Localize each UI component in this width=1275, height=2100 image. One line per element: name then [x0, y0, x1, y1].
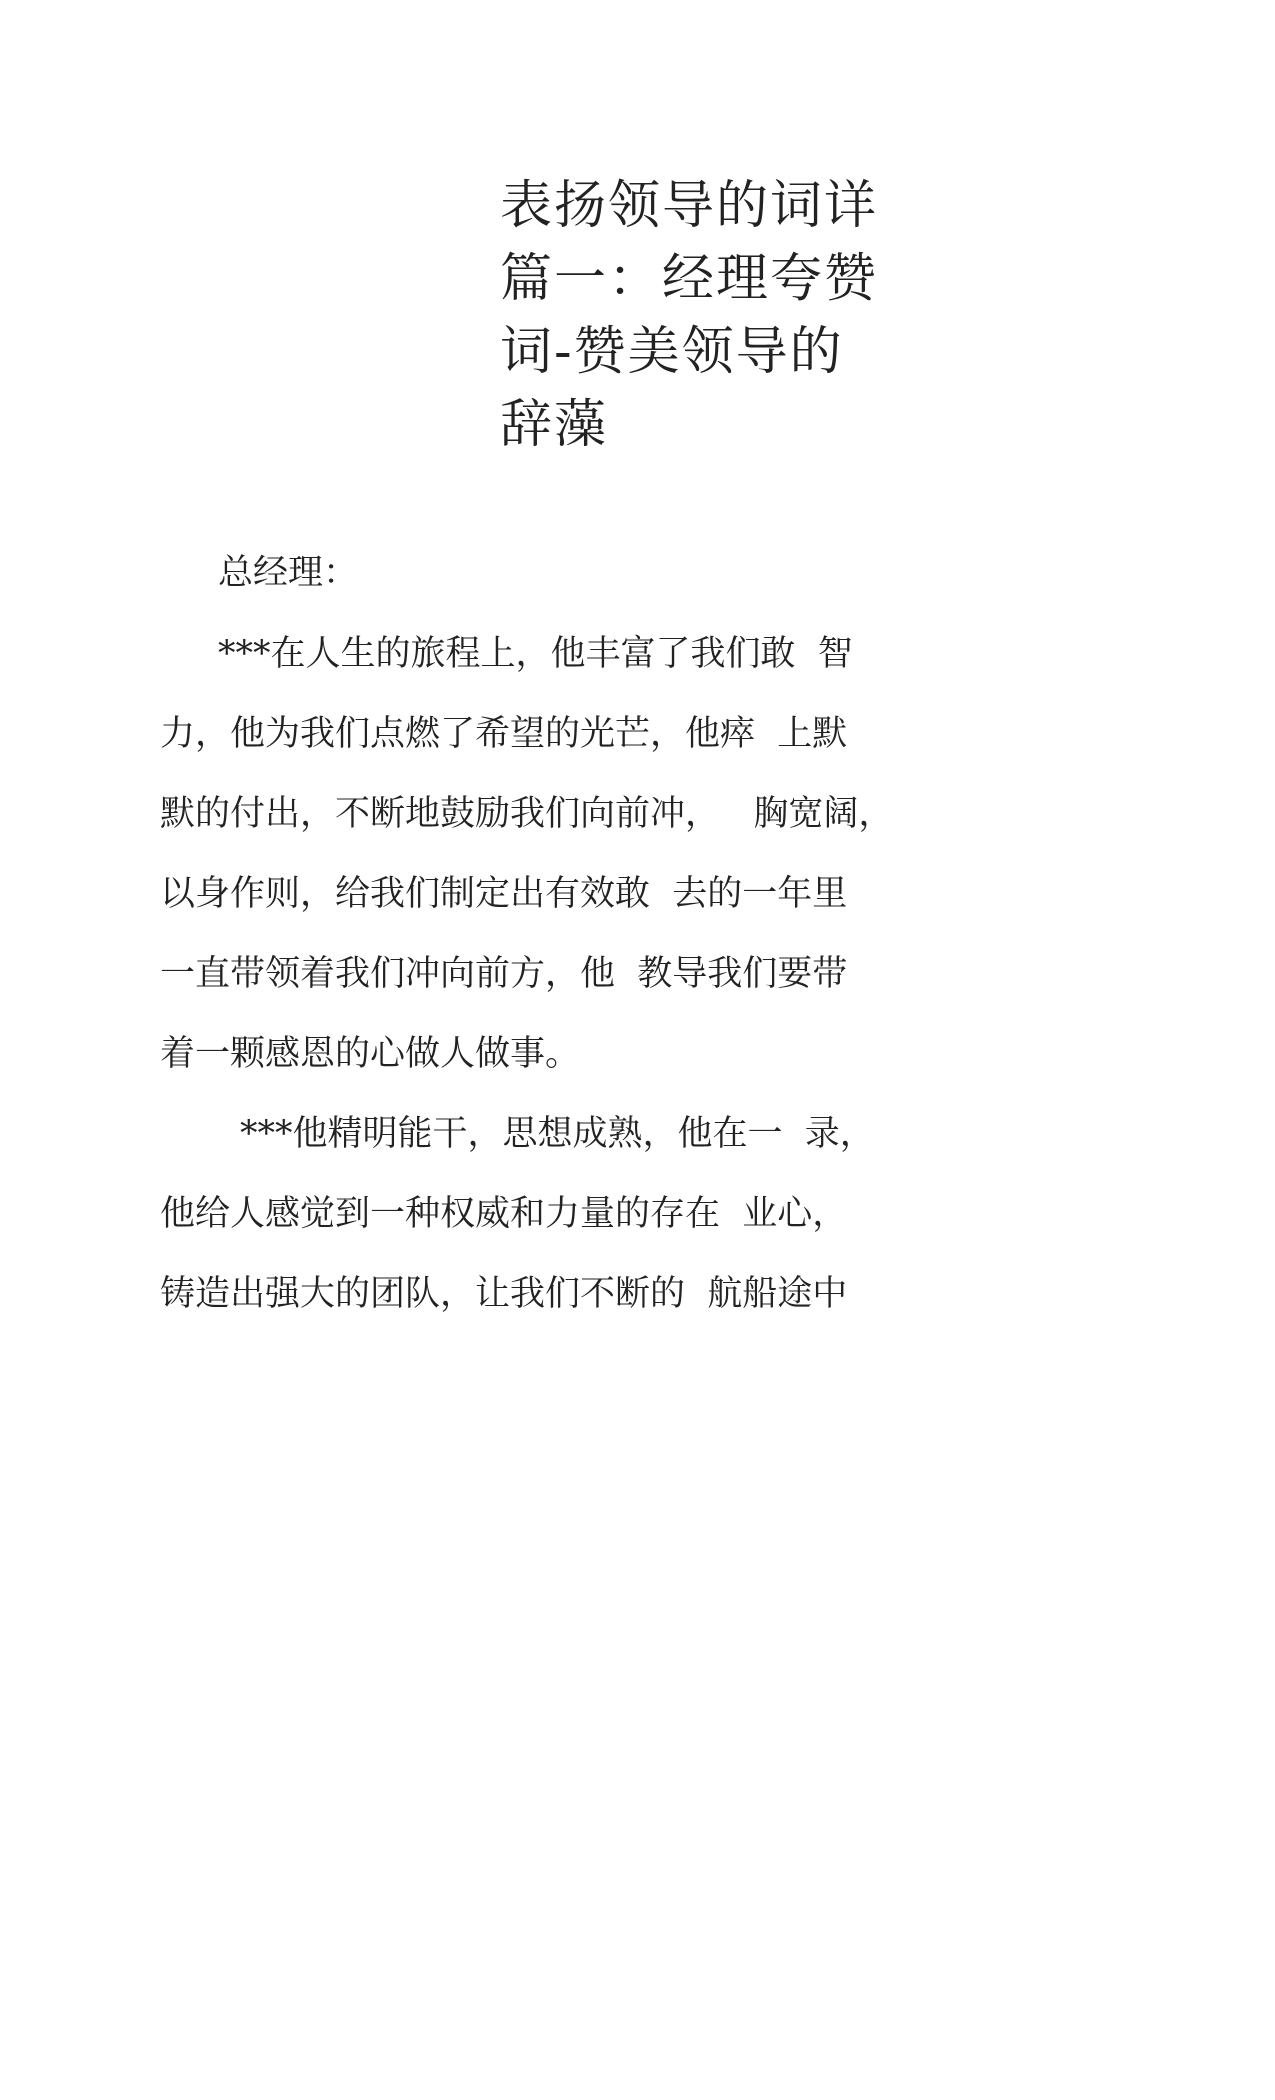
- title-line: 辞藻: [500, 395, 609, 455]
- title-line: 表扬领导的词详: [500, 176, 879, 236]
- paragraph-line: 一直带领着我们冲向前方，他 教导我们要带: [160, 954, 848, 994]
- paragraph-line: 默的付出，不断地鼓励我们向前冲， 胸宽阔，: [160, 794, 894, 834]
- title-line: 篇一：经理夸赞: [500, 249, 879, 309]
- document-title: [500, 170, 920, 462]
- paragraph-line: 着一颗感恩的心做人做事。: [160, 1034, 581, 1074]
- paragraph-line: 铸造出强大的团队，让我们不断的 航船途中: [160, 1274, 848, 1314]
- salutation: 总经理：: [218, 553, 359, 593]
- paragraph-line: 他给人感觉到一种权威和力量的存在 业心，: [160, 1194, 848, 1234]
- paragraph-line: 以身作则，给我们制定出有效敢 去的一年里: [160, 874, 848, 914]
- title-line: 词-赞美领导的: [500, 322, 844, 382]
- paragraph-line: ***他精明能干，思想成熟，他在一 录，: [240, 1114, 875, 1154]
- paragraph-line: ***在人生的旅程上，他丰富了我们敢 智: [218, 634, 853, 674]
- paragraph-line: 力，他为我们点燃了希望的光芒，他瘁 上默: [160, 714, 848, 754]
